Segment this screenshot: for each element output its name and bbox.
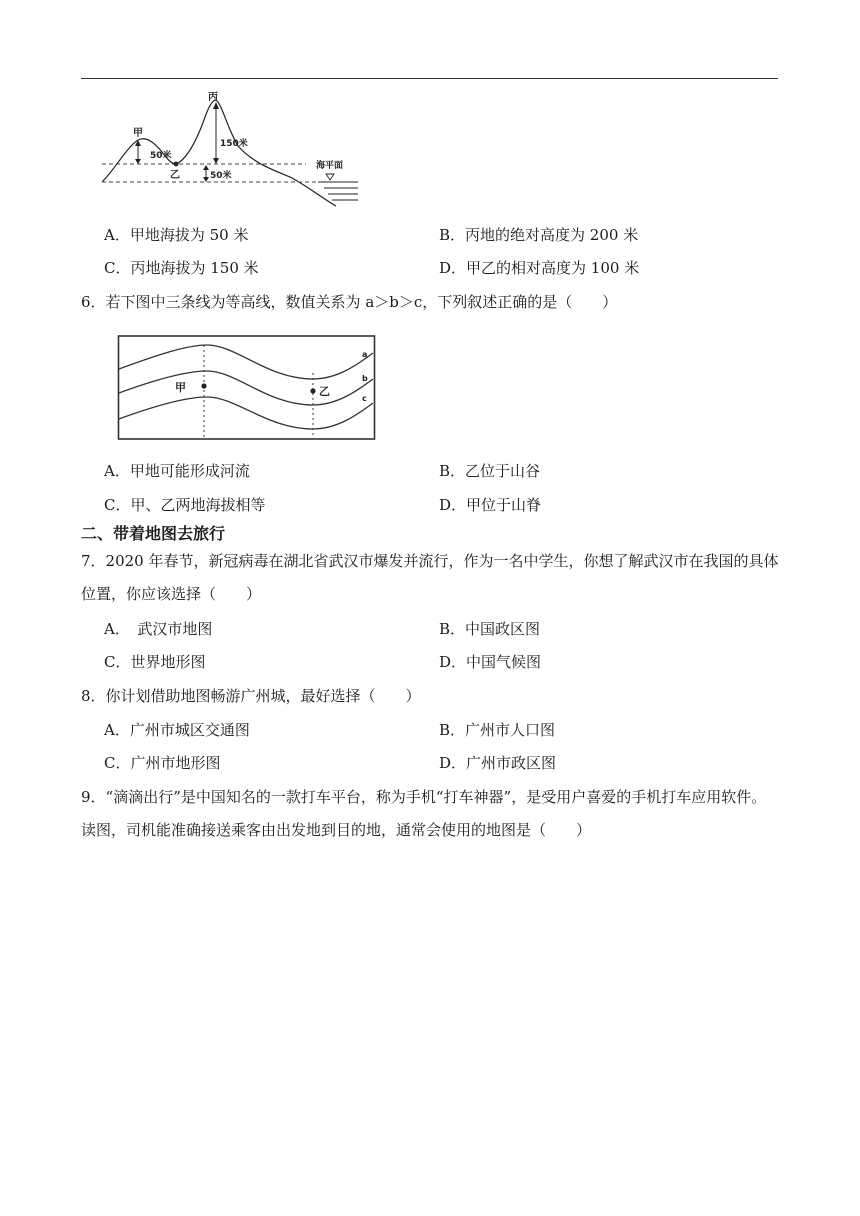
header-rule bbox=[81, 78, 778, 79]
q6-option-a[interactable]: A．甲地可能形成河流 bbox=[104, 462, 250, 480]
label-jia-point: 甲 bbox=[175, 381, 186, 394]
q5-option-d[interactable]: D．甲乙的相对高度为 100 米 bbox=[439, 259, 640, 277]
label-jia: 甲 bbox=[133, 128, 143, 139]
terrain-profile bbox=[102, 100, 336, 206]
q7-option-b[interactable]: B．中国政区图 bbox=[439, 620, 541, 638]
label-bing: 丙 bbox=[208, 92, 218, 103]
q8-option-c[interactable]: C．广州市地形图 bbox=[104, 754, 221, 772]
q7-stem: 7．2020 年春节，新冠病毒在湖北省武汉市爆发并流行，作为一名中学生，你想了解武汉市在我国的具体位置，你应该选择（ ） bbox=[81, 552, 779, 603]
label-c: c bbox=[362, 394, 367, 403]
q8-stem: 8．你计划借助地图畅游广州城，最好选择（ ） bbox=[81, 687, 421, 705]
label-50m-bottom: 50米 bbox=[210, 171, 232, 181]
q6-option-c[interactable]: C．甲、乙两地海拔相等 bbox=[104, 496, 266, 514]
label-yi: 乙 bbox=[170, 170, 180, 181]
q7-option-a[interactable]: A． 武汉市地图 bbox=[104, 620, 213, 638]
q8-option-d[interactable]: D．广州市政区图 bbox=[439, 754, 557, 772]
elevation-profile-figure bbox=[96, 90, 366, 212]
q6-stem: 6．若下图中三条线为等高线，数值关系为 a＞b＞c，下列叙述正确的是（ ） bbox=[81, 293, 618, 311]
label-b: b bbox=[362, 374, 368, 383]
q8-option-a[interactable]: A．广州市城区交通图 bbox=[104, 721, 250, 739]
q5-option-b[interactable]: B．丙地的绝对高度为 200 米 bbox=[439, 226, 639, 244]
q6-option-d[interactable]: D．甲位于山脊 bbox=[439, 496, 542, 514]
q8-option-b[interactable]: B．广州市人口图 bbox=[439, 721, 556, 739]
q7-option-d[interactable]: D．中国气候图 bbox=[439, 653, 542, 671]
q5-option-c[interactable]: C．丙地海拔为 150 米 bbox=[104, 259, 259, 277]
q5-option-a[interactable]: A．甲地海拔为 50 米 bbox=[104, 226, 249, 244]
section-title: 二、带着地图去旅行 bbox=[81, 524, 226, 543]
label-150m: 150米 bbox=[220, 139, 248, 149]
label-50m-top: 50米 bbox=[150, 151, 172, 161]
label-sea-level: 海平面 bbox=[316, 161, 344, 171]
label-yi-point: 乙 bbox=[319, 385, 330, 398]
contour-figure bbox=[117, 333, 379, 443]
q9-stem: 9．“滴滴出行”是中国知名的一款打车平台，称为手机“打车神器”，是受用户喜爱的手机打车应用软件。读图，司机能准确接送乘客由出发地到目的地，通常会使用的地图是（ ） bbox=[81, 788, 767, 839]
q7-option-c[interactable]: C．世界地形图 bbox=[104, 653, 206, 671]
label-a: a bbox=[362, 350, 368, 359]
q6-option-b[interactable]: B．乙位于山谷 bbox=[439, 462, 541, 480]
